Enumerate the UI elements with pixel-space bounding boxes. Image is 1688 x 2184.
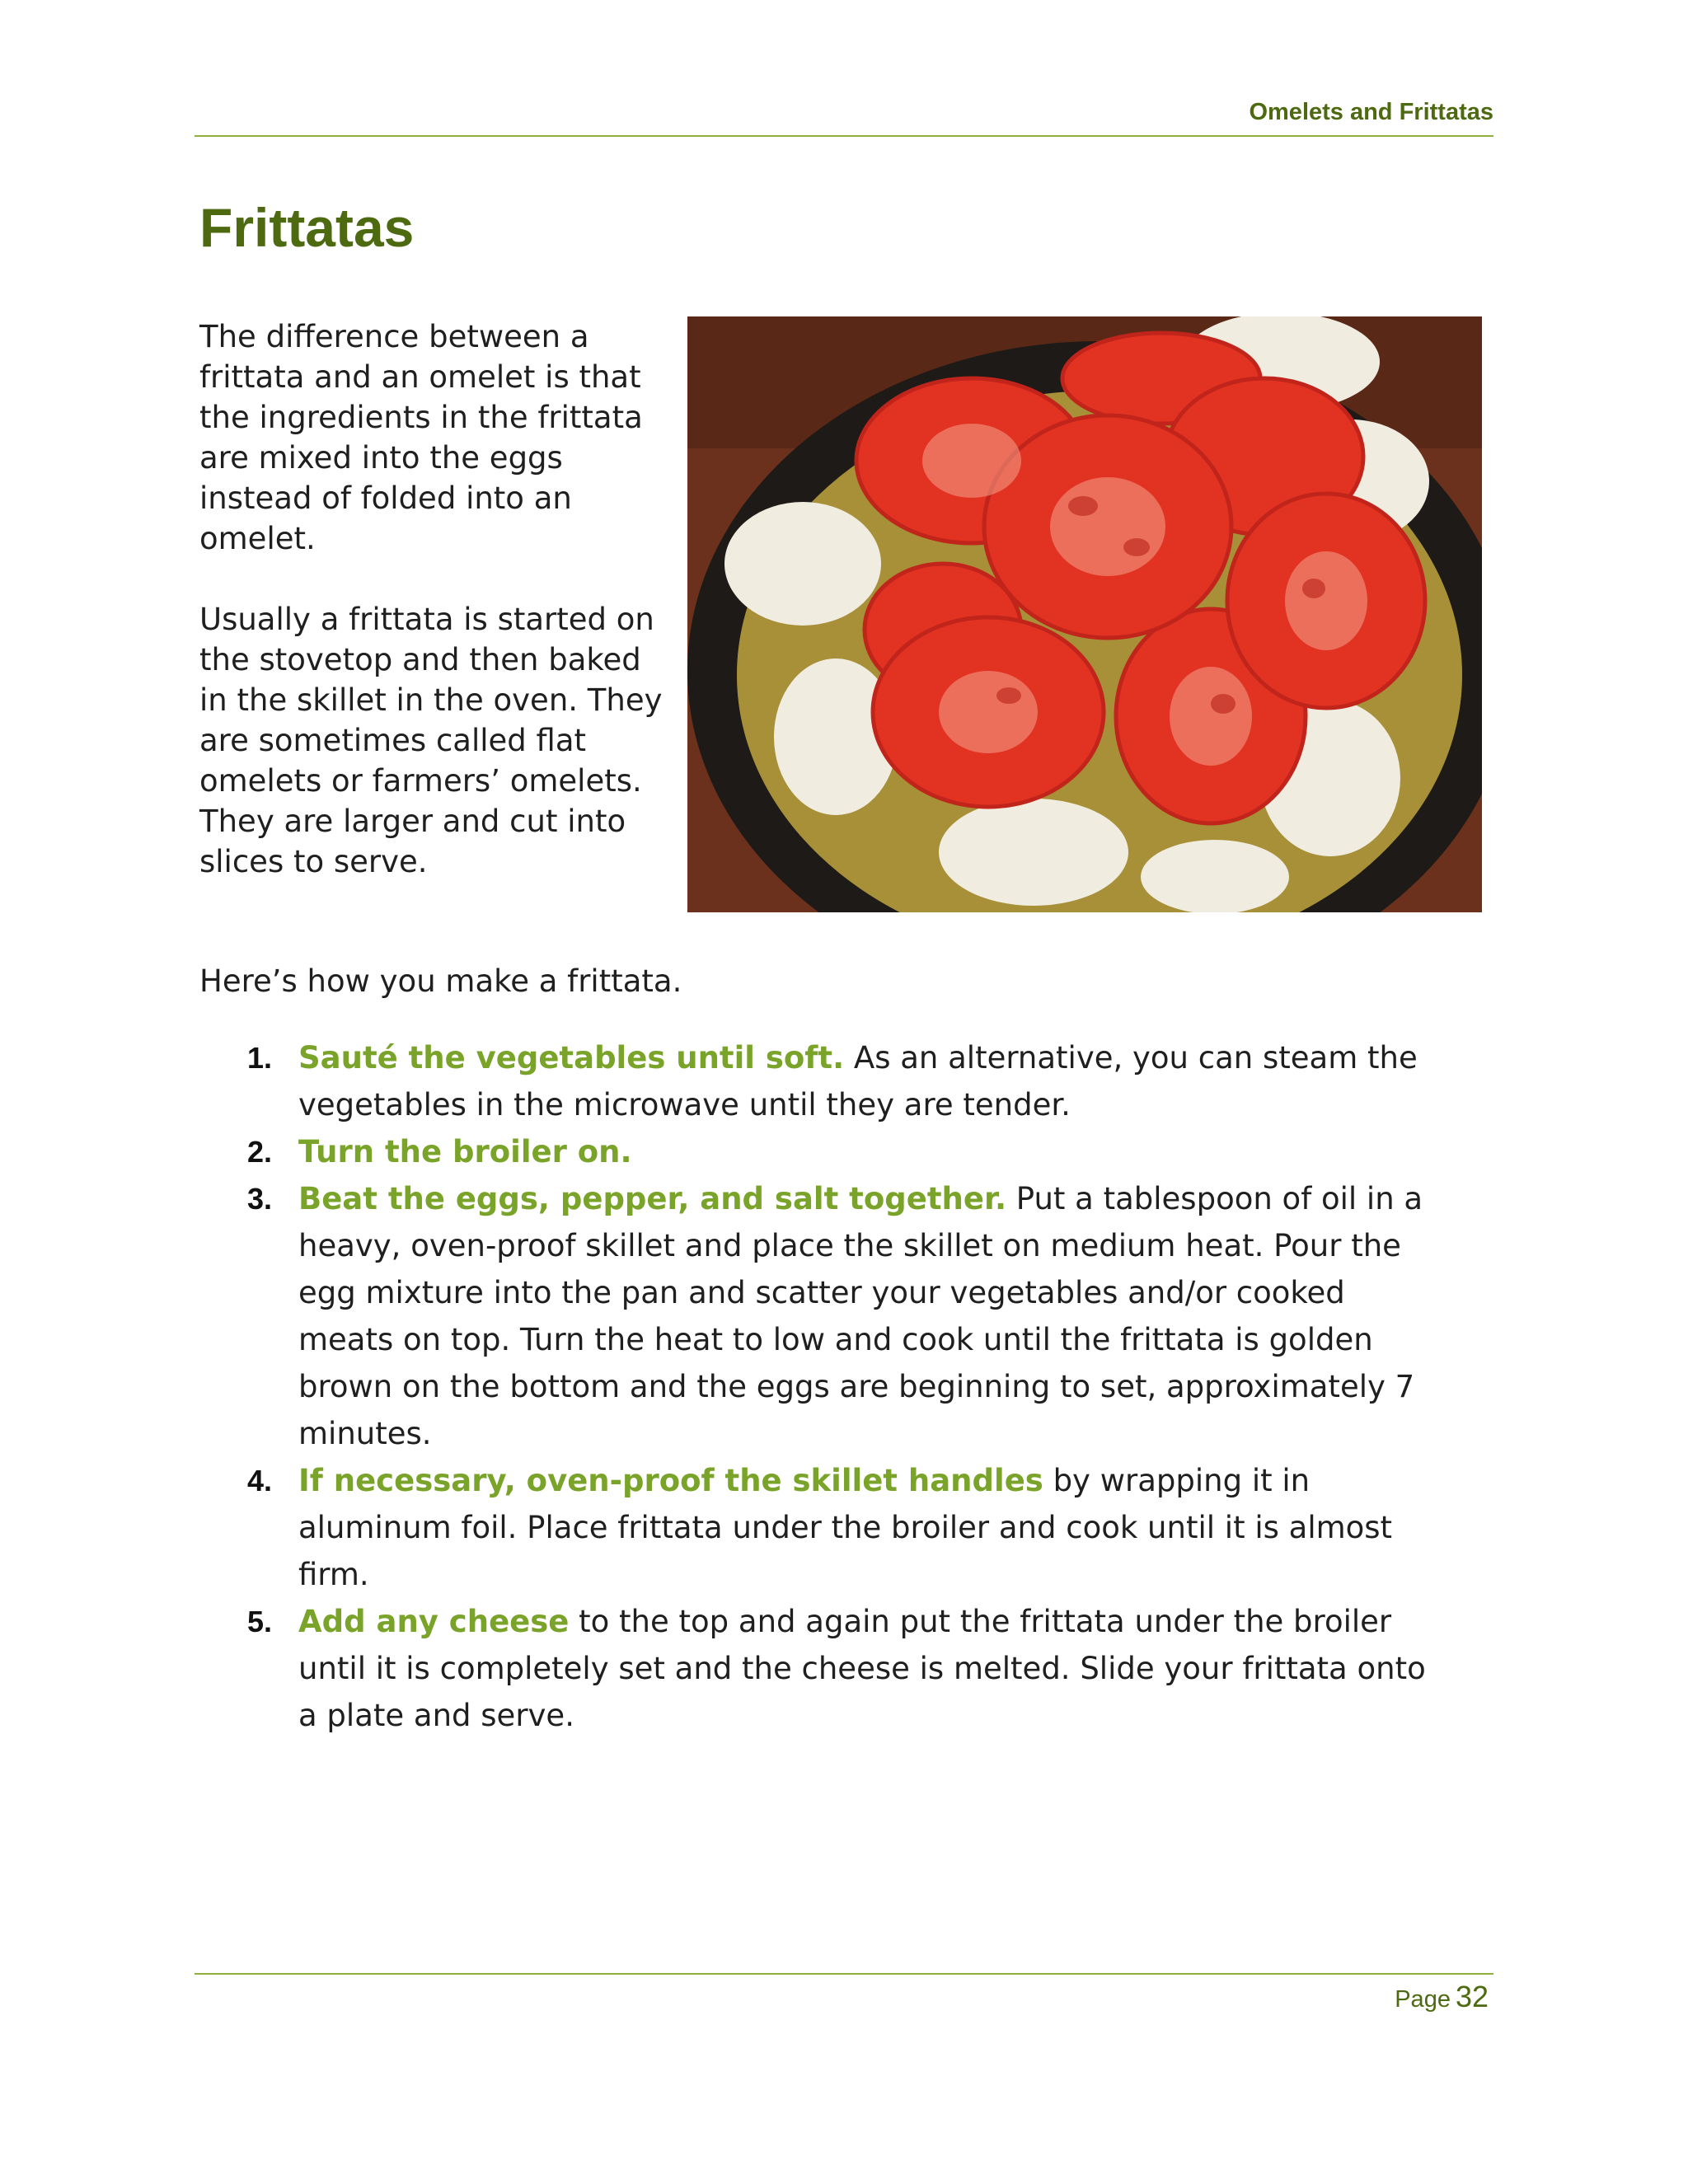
footer-rule (195, 1973, 1493, 1975)
page-label: Page (1395, 1986, 1451, 2013)
step-number: 2. (247, 1135, 273, 1169)
step-highlight: Beat the eggs, pepper, and salt together (298, 1181, 995, 1216)
step-item (247, 1128, 1434, 1175)
step-highlight: Sauté the vegetables until soft (298, 1040, 833, 1076)
step-highlight-tail: . (620, 1134, 632, 1169)
step-number: 1. (247, 1041, 273, 1075)
step-text: by wrapping it in aluminum foil. Place frittata under the broiler and cook until it is almost firm. (298, 1463, 1393, 1592)
step-number: 4. (247, 1464, 273, 1497)
step-item (247, 1457, 1434, 1598)
intro-text (199, 316, 678, 922)
step-item (247, 1034, 1434, 1128)
intro-paragraph: Usually a frittata is started on the stovetop and then baked in the skillet in the oven. They are sometimes called flat omelets or farmers’ omelets. They are larger and cut into slices to serve. (199, 602, 663, 879)
steps-list (247, 1034, 1434, 1739)
method-lead: Here’s how you make a frittata. (199, 963, 682, 999)
step-highlight: Add any cheese (298, 1604, 570, 1639)
running-header: Omelets and Frittatas (1249, 99, 1493, 125)
intro-paragraph: The difference between a frittata and an omelet is that the ingredients in the frittata are mixed into the eggs instead of folded into an omelet. (199, 319, 643, 556)
step-text: Put a tablespoon of oil in a heavy, oven-proof skillet and place the skillet on medium heat. Pour the egg mixture into the pan and scatter your vegetables and/or cooked meats on top. Turn the heat to low and cook until the frittata is golden brown on the bottom and the eggs are beginning to set, approximately 7 minutes. (298, 1181, 1423, 1451)
frittata-photo (687, 316, 1482, 912)
step-item (247, 1175, 1434, 1457)
step-text: to the top and again put the frittata under the broiler until it is completely set and the cheese is melted. Slide your frittata onto a plate and serve. (298, 1604, 1426, 1733)
step-highlight-tail: . (832, 1040, 845, 1076)
frittata-photo-icon (687, 316, 1482, 912)
page-number: 32 (1455, 1980, 1489, 2013)
step-number: 3. (247, 1182, 273, 1216)
step-number: 5. (247, 1605, 273, 1638)
step-highlight-tail: . (994, 1181, 1007, 1216)
header-rule (195, 135, 1493, 137)
step-highlight: Turn the broiler on (298, 1134, 621, 1169)
page-footer (195, 1980, 1489, 2014)
step-text: As an alternative, you can steam the vegetables in the microwave until they are tender. (298, 1040, 1418, 1122)
step-highlight: If necessary, oven-proof the skillet handles (298, 1463, 1043, 1498)
page-title: Frittatas (199, 197, 415, 258)
step-item (247, 1598, 1434, 1739)
